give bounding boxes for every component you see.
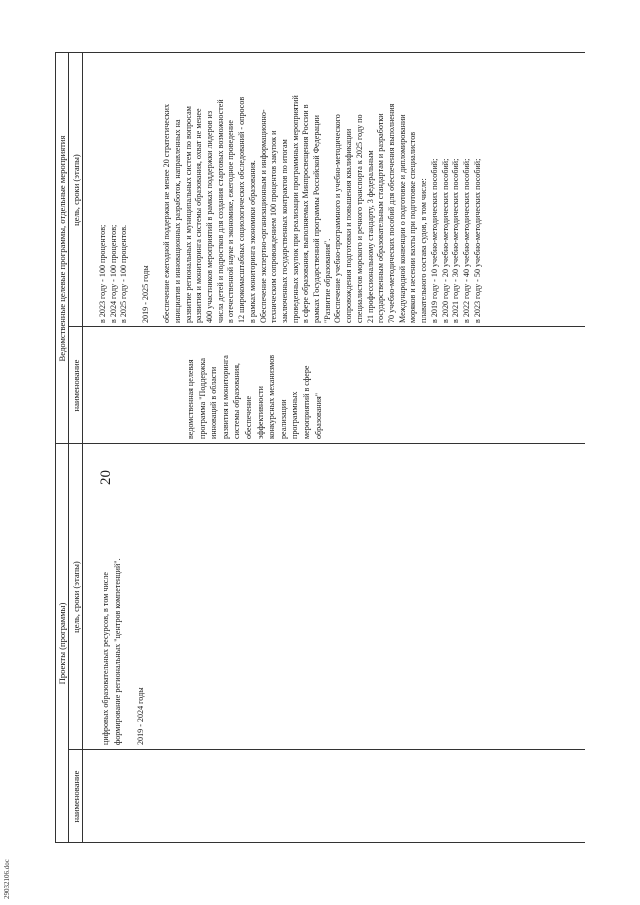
text-line [152, 95, 163, 323]
text-line: эффективности [255, 385, 265, 439]
text-line: в отечественной науке и экономике, ежегодное проведение [226, 120, 236, 323]
text-line [123, 558, 135, 745]
projects-goal-cell [100, 558, 146, 745]
text-line: мероприятий в сфере [301, 365, 311, 439]
text-line: программа "Поддержка [197, 357, 207, 439]
text-line: обеспечение ежегодной поддержки не менее 20 стратегических [162, 104, 172, 323]
text-line: образования" [313, 393, 323, 439]
projects-goal-header: цель, сроки (этапы) [71, 561, 81, 633]
text-line: ведомственная целевая [186, 359, 195, 439]
programs-goal-cell [98, 95, 483, 323]
table-top-border [55, 53, 56, 843]
text-line: обеспечение [243, 395, 253, 439]
text-line: в 2020 году - 20 учебно-методических пособий; [440, 158, 450, 323]
text-line: плавательного состава судов, в том числе: [419, 178, 429, 323]
text-line: Международной конвенции о подготовке и дипломировании [397, 114, 407, 323]
text-line: 400 участников мероприятий в рамках поддержки лидеров из [205, 110, 215, 323]
text-line: рамках Государственной программы Российской Федерации [312, 114, 322, 323]
text-line: в сфере образования, выполняемых Минпросвещения России в [301, 104, 311, 323]
text-line: развитие региональных и муниципальных систем по вопросам [183, 106, 193, 323]
text-line: развития и мониторинга [220, 355, 230, 439]
page-number: 20 [98, 470, 114, 485]
header-divider-line [68, 53, 69, 843]
text-line: 2019 - 2024 годы [135, 687, 145, 745]
text-line: развития и мониторинга системы образования, охват не менее [194, 108, 204, 323]
text-line: 12 широкомасштабных социологических обследований - опросов [237, 96, 247, 323]
text-line [130, 95, 141, 323]
text-line: специалистов морского и речного транспорта к 2025 году по [354, 114, 364, 323]
footer-file-code: 29032106.doc [3, 859, 11, 899]
text-line: проведенных закупок при реализации программных мероприятий [290, 95, 300, 323]
projects-name-header: наименование [71, 770, 81, 823]
text-line: Обеспечение экспертно-организационным и информационно- [258, 109, 268, 323]
text-line: цифровых образовательных ресурсов, в том числе [101, 572, 110, 745]
table-right-border [55, 52, 585, 53]
text-line: Обеспечение учебно-программного и учебно-методического [333, 114, 343, 323]
text-line: сопровождения подготовки и повышения квалификации [344, 128, 354, 323]
text-line: в 2022 году - 40 учебно-методических пособий; [461, 158, 471, 323]
table-left-border [55, 842, 585, 843]
text-line: в 2025 году - 100 процентов. [119, 224, 129, 323]
programs-group-header: Ведомственные целевые программы, отдельные мероприятия [57, 135, 67, 362]
text-line: программных [290, 391, 300, 439]
text-line: в рамках мониторинга экономики образования. [247, 160, 257, 323]
text-line: в 2023 году - 50 учебно-методических пособий; [472, 158, 482, 323]
text-line: формирование региональных "центров компетенций". [112, 558, 122, 745]
text-line: системы образования, [232, 363, 242, 439]
programs-goal-header: цель, сроки (этапы) [71, 154, 81, 226]
text-line: государственным образовательным стандартам и разработки [376, 113, 386, 323]
text-line: в 2021 году - 30 учебно-методических пособий; [451, 158, 461, 323]
text-line: в 2024 году - 100 процентов; [108, 224, 118, 323]
text-line: 2019 - 2025 годы [140, 265, 150, 323]
text-line: 21 профессиональному стандарту, 3 федеральным [365, 150, 375, 323]
group-divider-line [55, 443, 585, 444]
text-line: реализации [278, 399, 288, 439]
text-line: заключенных государственных контрактов по итогам [279, 139, 289, 323]
text-line: "Развитие образования". [322, 238, 332, 323]
text-line: числа детей и подростков для создания стартовых возможностей [215, 99, 225, 323]
programs-name-header: наименование [71, 359, 81, 412]
text-line: техническим сопровождением 100 процентов закупок и [269, 130, 279, 323]
text-line: 70 учебно-методических пособий для обеспечения выполнения [386, 103, 396, 323]
projects-group-header: Проекты (программы) [57, 602, 67, 685]
programs-column-divider [68, 326, 585, 327]
programs-name-cell [185, 355, 324, 439]
text-line: в 2023 году - 100 процентов; [98, 224, 107, 323]
text-line: инициатив и инновационных разработок, направленных на [172, 119, 182, 323]
text-line: инноваций в области [209, 366, 219, 439]
text-line: моряков и несении вахты при подготовке специалистов [408, 131, 418, 323]
projects-column-divider [68, 749, 585, 750]
text-line: в 2019 году - 10 учебно-методических пособий; [429, 158, 439, 323]
text-line: конкурсных механизмов [267, 354, 277, 439]
header-bottom-border [82, 53, 83, 843]
